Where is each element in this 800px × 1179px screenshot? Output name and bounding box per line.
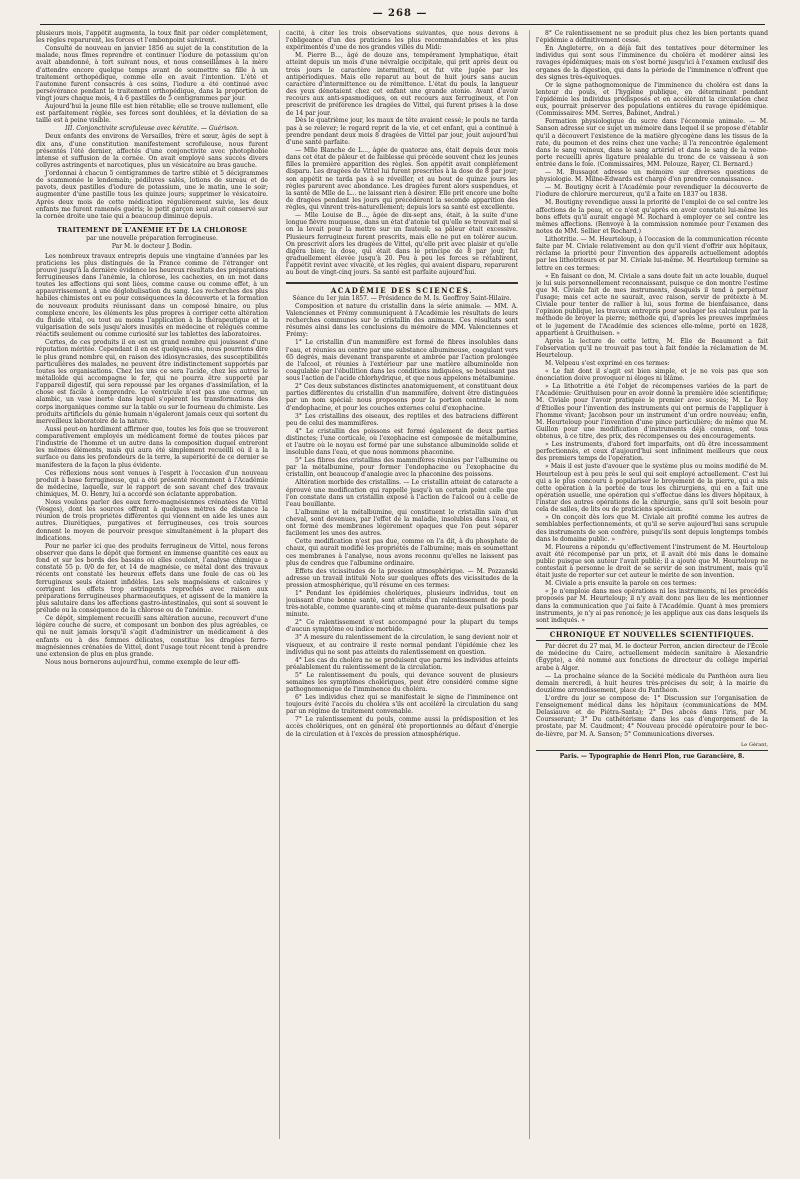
paragraph: M. Pierre B..., âgé de douze ans, tempérament lymphatique, était atteint depuis un mois d'une névralgie occipitale, qui prit après deux ou trois jours le caractère intermittent, et fut vite jugée par les antipériodiques. Mais elle reparut au bout de huit jours sans aucun caractère d'intermittence ou de rémittence. L'état du pouls, la langueur des yeux dénotaient chez cet enfant une grande atonie. Avant d'avoir recours aux anti-spasmodiques, on eut recours aux ferrugineux, et l'on prescrivit de préférence les dragées de Vittel, qui furent prises à la dose de 14 par jour. <box>286 52 518 117</box>
paragraph: Or le signe pathognomonique de l'imminence du choléra est dans la lenteur du pouls, et l'hygiène publique, en déterminant pendant l'épidémie les individus prédisposés et en accélérant la circulation chez eux, pourrait préserver des populations entières du ravage épidémique. (Commissaires: MM. Serres, Babinet, Andral.) <box>536 81 768 118</box>
column-3 <box>536 30 768 1139</box>
paragraph: Les nombreux travaux entrepris depuis une vingtaine d'années par les praticiens les plus distingués de la France comme de l'étranger ont prouvé jusqu'à la dernière évidence les heureux résultats des préparations ferrugineuses dans l'anémie, la chlorose, les cachexies, en un mot dans toutes les affections qui sont liées, comme cause ou comme effet, à un appauvrissement, à une déglobulisation du sang. Les recherches des plus habiles chimistes ont eu pour conséquences la découverte et la formation de nouveaux produits réunissant dans un composé binaire, ou plus complexe encore, les éléments les plus propres à corriger cette altération du fluide vital, ou tout au moins l'application à la thérapeutique et la vulgarisation de sels jusqu'alors inusités en médecine et relégués comme réactifs seulement ou comme curiosité sur les tablettes des laboratoires. <box>36 252 268 339</box>
paragraph: L'albumine et la métalbumine, qui constituent le cristallin sain d'un cheval, sont devenues, par l'effet de la maladie, insolubles dans l'eau, et ont formé des membranes légèrement opaques que l'on peut séparer facilement les unes des autres. <box>286 508 518 538</box>
paragraph: Effets des vicissitudes de la pression atmosphérique. — M. Pozzanski adresse un travail intitulé Note sur quelques effets des vicissitudes de la pression atmosphérique, qu'il résume en ces termes: <box>286 567 518 589</box>
case-heading: III. Conjonctivite scrofuleuse avec kératite. — Guérison. <box>65 125 239 133</box>
paragraph: — La prochaine séance de la Société médicale du Panthéon aura lieu demain mercredi, à huit heures très-précises du soir, à la mairie du douzième arrondissement, place du Panthéon. <box>536 672 768 694</box>
section-divider <box>122 223 182 224</box>
paragraph: M. Civiale a pris ensuite la parole en ces termes: <box>545 580 697 588</box>
paragraph: Deux enfants des environs de Versailles, frère et sœur, âgés de sept à dix ans, d'une constitution manifestement scrofuleuse, nous furent présentés l'été dernier, affectés d'une conjonctivite avec photophobie intense et suffusion de la cornée. On avait employé sans succès divers collyres astringents et narcotiques, plus un vésicatoire au bras gauche. <box>36 133 268 169</box>
paragraph: M. Boutigny revendique aussi la priorité de l'emploi de ce sel contre les affections de la peau, et ce n'est qu'après en avoir constaté lui-même les bons effets qu'il aurait engagé M. Rochard à employer ce sel contre les mêmes affections. (Renvoyé à la commission nommée pour l'examen des notes de MM. Sellier et Rochard.) <box>536 199 768 235</box>
paragraph: « Je n'emploie dans mes opérations ni les instruments, ni les procédés proposés par M. Heurteloup; il n'y avait donc pas lieu de les mentionner dans la communication que j'ai faite à l'Académie. Quant à mes premiers instruments, je n'y ai pas renoncé; je les applique aux cas dans lesquels ils sont indiqués. » <box>536 588 768 624</box>
paragraph: Aussi peut-on hardiment affirmer que, toutes les fois que se trouveront comparativement employés un médicament formé de toutes pièces par l'industrie de l'homme et un autre dans la composition duquel entreront les mêmes éléments, mais qui aura été simplement recueilli où il a la surface ou dans les profondeurs de la terre, la supériorité de ce dernier se manifestera de la façon la plus évidente. <box>36 425 268 469</box>
paragraph: 7° Le ralentissement du pouls, comme aussi la prédisposition et les accès cholériques, ont en général été proportionnés au défaut d'énergie de la circulation et à l'excès de pression atmosphérique. <box>286 716 518 738</box>
paragraph: 3° Les cristallins des oiseaux, des reptiles et des batraciens diffèrent peu de celui des mammifères. <box>286 412 518 427</box>
gerant-signature: Le Gérant, <box>740 741 768 748</box>
article-subtitle: par une nouvelle préparation ferrugineuse. <box>86 235 218 243</box>
paragraph: plusieurs mois, l'appétit augmenta, la toux finit par céder complètement, les règles reparurent, les forces et l'embonpoint suivirent. <box>36 30 268 45</box>
paragraph: L'ordre du jour se compose de: 1° Discussion sur l'organisation de l'enseignement médical dans les hôpitaux (communications de MM. Delasiauve et de Piétra-Santa); 2° Des abcès dans l'iris, par M. Coursserant; 3° Du cathétérisme dans les cas d'engorgement de la prostate, par M. Caudmont; 4° Nouveau procédé opératoire pour le bec-de-lièvre, par M. A. Sanson; 5° Communications diverses. <box>536 694 768 738</box>
paragraph: 4° Les cas du choléra ne se produisent que parmi les individus atteints préalablement du ralentissement de la circulation. <box>286 656 518 671</box>
paragraph: 5° Le ralentissement du pouls, qui devance souvent de plusieurs semaines les symptômes cholériques, peut être considéré comme signe pathognomonique de l'imminence du choléra. <box>286 671 518 694</box>
paragraph: 1° Pendant les épidémies cholériques, plusieurs individus, tout en jouissant d'une bonne santé, sont atteints d'un ralentissement de pouls très-notable, comme quarante-cinq et même quarante-deux pulsations par minute. <box>286 589 518 619</box>
paragraph: Dès le quatrième jour, les maux de tête avaient cessé; le pouls ne tarda pas à se relever; le regard reprit de la vie, et cet enfant, qui a continué à prendre pendant deux mois 8 dragées de Vittel par jour, jouit aujourd'hui d'une santé parfaite. <box>286 117 518 146</box>
paragraph: 5° Les fibres des cristallins des mammifères réunies par l'albumine ou par la métalbumine, pour former l'endophacine ou l'exophacine du cristallin, ont beaucoup d'analogie avec la phaconine des poissons. <box>286 457 518 479</box>
paragraph: Formation physiologique du sucre dans l'économie animale. — M. Sanson adresse sur ce sujet un mémoire dans lequel il se propose d'établir qu'il a découvert l'existence de la matière glycogène dans les tissus de la rate, du poumon et des reins chez une vache; il l'a rencontrée également dans le sang veineux, dans le sang artériel et dans le sang de la veine-porte recueilli après ligature préalable du tronc de ce vaisseau à son entrée dans le foie. (Commissaires, MM. Pelouze, Rayer, Cl. Bernard.) <box>536 118 768 169</box>
section-divider <box>286 282 518 284</box>
column-1 <box>36 30 268 1139</box>
paragraph: M. Velpeau s'est exprimé en ces termes: <box>545 360 670 367</box>
paragraph: — M. Bussagot adresse un mémoire sur diverses questions de physiologie. M. Milne-Edwards est chargé d'en prendre connaissance. <box>536 169 768 184</box>
paragraph: Aujourd'hui la jeune fille est bien rétablie; elle se trouve nullement, elle est parfaitement réglée, ses forces sont doublées, et la déviation de sa taille est à peine visible. <box>36 103 268 125</box>
paragraph: J'ordonnai à chacun 5 centigrammes de tartre stibié et 5 décigrammes de scammonée le lendemain; pédiluves salés, lotions de sureau et de pavots, deux pastilles d'iodure de potassium, une le matin, une le soir; augmenter d'une pastille tous les quinze jours; supprimer le vésicatoire. Après deux mois de cette médication régulièrement suivie, les deux enfants me furent ramenés guéris; le petit garçon seul avait conservé sur la cornée droite une taie qui a beaucoup diminué depuis. <box>36 169 268 220</box>
paragraph: Ces réflexions nous sont venues à l'esprit à l'occasion d'un nouveau produit à base ferrugineuse, qui a été présenté récemment à l'Académie de médecine, laquelle, sur le rapport de son savant chef des travaux chimiques, M. O. Henry, lui a accordé son éclatante approbation. <box>36 469 268 499</box>
column-separator <box>279 30 280 1139</box>
paragraph: « Le fait dont il s'agit est bien simple, et je ne vois pas que son énonciation doive provoquer ni éloges ni blâme. <box>536 367 768 383</box>
paragraph: » La lithotritie a été l'objet de récompenses variées de la part de l'Académie: Gruithuisen pour en avoir donné la première idée scientifique; M. Civiale pour l'avoir pratiquée le premier avec succès; M. Le Roy d'Étiolles pour l'invention des instruments qui ont permis de l'appliquer à l'homme vivant; Jacobson pour un instrument d'un ordre nouveau; enfin, M. Heurteloup pour l'invention d'une pince particulière; de même que M. Guillon pour une modification d'instruments déjà connus, ont tous obtenus, à ce titre, des prix, des récompenses ou des encouragements. <box>536 383 768 441</box>
paragraph: Par décret du 27 mai, M. le docteur Perron, ancien directeur de l'École de médecine du Caire, actuellement médecin sanitaire à Alexandrie (Égypte), a été nommé aux fonctions de directeur du collège impérial arabe à Alger. <box>536 643 768 672</box>
article-title: TRAITEMENT DE L'ANÉMIE ET DE LA CHLOROSE <box>56 226 248 235</box>
section-title: ACADÉMIE DES SCIENCES. <box>330 285 474 295</box>
paragraph: 4° Le cristallin des poissons est formé également de deux parties distinctes; l'une corticale, où l'exophacine est composée de métalbumine, et l'autre où le noyau est formé par une substance albuminoïde solide et insoluble dans l'eau, et que nous nommons phaconine. <box>286 427 518 457</box>
paragraph: 2° Ces deux substances distinctes anatomiquement, et constituant deux parties différentes du cristallin d'un mammifère, doivent être distinguées par un nom spécial: nous proposons pour la portion centrale le nom d'endophacine, et pour les couches externes celui d'exophacine. <box>286 383 518 412</box>
paragraph: En Angleterre, on a déjà fait des tentatives pour déterminer les individus qui sont sous l'imminence du choléra et modérer ainsi les ravages épidémiques; mais on s'est borné jusqu'ici à l'examen exclusif des organes de la digestion, qui dans la période de l'imminence n'offrent que des signes très-équivoques. <box>536 45 768 81</box>
paragraph: » Les instruments, d'abord fort imparfaits, ont dû être incessamment perfectionnés, et ceux d'aujourd'hui sont infiniment meilleurs que ceux des premiers temps de l'opération. <box>536 441 768 463</box>
paragraph: 6° Les individus chez qui se manifestait le signe de l'imminence ont toujours évité l'accès du choléra s'ils ont accéléré la circulation du sang par un régime de traitement convenable. <box>286 694 518 716</box>
paragraph: Certes, de ces produits il en est un grand nombre qui jouissent d'une réputation méritée. Cependant il en est quelques-uns, nous pourrions dire le plus grand nombre qui, en raison des idiosyncrasies, des susceptibilités particulières des malades, ne peuvent être indistinctement supportés par toutes les organisations. Chez les uns ce sera l'acide, chez les autres le métalloïde qui accompagne le fer, qui ne pourra être supporté par l'appareil digestif, qui sera repoussé par les organes d'assimilation, et la chose est facile à comprendre. Le ventricule n'est pas une cornue, un alambic, un vase inerte dans lequel s'opèrent les transformations des corps inorganiques comme sur la table ou sur le fourneau du chimiste. Les produits artificiels du génie humain n'égaleront jamais ceux qui sortent du merveilleux laboratoire de la nature. <box>36 339 268 425</box>
column-separator <box>529 30 530 1139</box>
paragraph: — Mlle Louise de B..., âgée de dix-sept ans, était, à la suite d'une longue fièvre muqueuse, dans un état d'atonie tel qu'elle se trouvait mal si on la levait pour la mettre sur un fauteuil; sa pâleur était excessive. Plusieurs ferrugineux furent prescrits, mais elle ne put en tolérer aucun. On prescrivit alors les dragées de Vittel, qu'elle prit avec plaisir et qu'elle digéra bien; la dose, qui était dans le principe de 8 par jour, fut graduellement élevée jusqu'à 20. Peu à peu les forces se rétablirent, l'appétit revint avec vivacité, et les règles, qui avaient disparu, reparurent au bout de vingt-cinq jours. Sa santé est parfaite aujourd'hui. <box>286 212 518 277</box>
paragraph: cacité, à citer les trois observations suivantes, que nous devons à l'obligeance d'un des praticiens les plus recommandables et les plus expérimentés d'une de nos grandes villes du Midi: <box>286 30 518 52</box>
paragraph: Composition et nature du cristallin dans la série animale. — MM. A. Valenciennes et Frémy communiquent à l'Académie les résultats de leurs recherches communes sur le cristallin des animaux. Ces résultats sont résumés ainsi dans les conclusions du mémoire de MM. Valenciennes et Frémy: <box>286 302 518 339</box>
paragraph: Altération morbide des cristallins. — Le cristallin atteint de cataracte a éprouvé une modification qui rappelle jusqu'à un certain point celle que l'on constate dans un cristallin exposé à l'action de l'alcool ou à celle de l'eau bouillante. <box>286 479 518 508</box>
paragraph: — Mlle Blanche de L..., âgée de quatorze ans, était depuis deux mois dans cet état de pâleur et de faiblesse qui précède souvent chez les jeunes filles la première apparition des règles. Son appétit avait complètement disparu. Les dragées de Vittel lui furent prescrites à la dose de 8 par jour; son appétit ne tarda pas à se réveiller, et au bout de quinze jours les règles parurent avec abondance. Les dragées furent alors suspendues, et la santé de Mlle de L... ne laissant rien à désirer. Elle prit encore une boîte de dragées pendant les jours qui précédèrent la seconde apparition des règles, qui vinrent très-naturellement; depuis lors sa santé est excellente. <box>286 146 518 212</box>
paragraph: Lithotritie. — M. Heurteloup, à l'occasion de la communication récente faite par M. Civiale relativement au don qu'il vient d'offrir aux hôpitaux, réclame la priorité pour l'invention des appareils actuellement adoptés par les lithotriteurs et par M. Civiale lui-même. M. Heurteloup termine sa lettre en ces termes: <box>536 235 768 272</box>
section-title: CHRONIQUE ET NOUVELLES SCIENTIFIQUES. <box>536 628 768 641</box>
paragraph: Après la lecture de cette lettre, M. Élie de Beaumont a fait l'observation qu'il ne trouvait pas tout à fait fondée la réclamation de M. Heurteloup. <box>536 337 768 360</box>
paragraph: Pour ne parler ici que des produits ferrugineux de Vittel, nous ferons observer que dans le dépôt que forment en immense quantité ces eaux au fond et sur les bords des bassins où elles coulent, l'analyse chimique a constaté 55 p. 0/0 de fer, et 14 de magnésie, ce métal dont des travaux récents ont constaté les heureux effets dans une foule de cas où les ferrugineux seuls étaient infidèles. Les sels magnésiens et calcaires y corrigent les effets trop astringents reprochés avec raison aux préparations ferrugineuses pharmaceutiques, et agissent de la manière la plus salutaire dans les affections gastro-intestinales, qui sont si souvent le prélude ou la conséquence de la chlorose ou de l'anémie. <box>36 542 268 615</box>
paragraph: » Mais il est juste d'avouer que le système plus ou moins modifié de M. Heurteloup est à peu près le seul qui soit employé actuellement. C'est lui qui a le plus concouru à populariser le broyement de la pierre, qui a mis cette opération à la portée de tous les chirurgiens, qui en a fait une opération usuelle, une opération qui s'effectue dans les divers hôpitaux, à l'instar des autres opérations de la chirurgie, sans qu'il soit besoin pour cela de salles, de lits ou de praticiens spéciaux. <box>536 463 768 514</box>
header-rule <box>40 24 765 25</box>
paragraph: « En faisant ce don, M. Civiale a sans doute fait un acte louable, duquel je lui suis personnellement reconnaissant, puisque ce don montre l'estime que M. Civiale fait de mes instruments, desquels il tend à perpétuer l'usage; mais cet acte ne saurait, avec raison, servir de prétexte à M. Civiale pour tenter de rallier à lui, sous forme de bienfaisance, dans l'opinion publique, les travaux entrepris pour soulager les calculeux par la méthode de broyer la pierre; méthode qui, d'après les preuves imprimées et le jugement de l'Académie des sciences elle-même, porté en 1828, appartient à Gruithuisen. » <box>536 272 768 337</box>
column-2 <box>286 30 518 1139</box>
page-number: — 268 — <box>372 8 428 19</box>
article-byline: Par M. le docteur J. Bodin. <box>111 243 193 251</box>
paragraph: » On conçoit dès lors que M. Civiale ait profité comme les autres de semblables perfectionnements, et qu'il se serve aujourd'hui sans scrupule des instruments de son confrère, puisqu'ils sont depuis longtemps tombés dans le domaine public. » <box>536 514 768 543</box>
paragraph: Ce dépôt, simplement recueilli sans altération aucune, recouvert d'une légère couche de sucre, et composant un bonbon des plus agréables, ce qui ne nuit jamais lorsqu'il s'agit d'administrer un médicament à des enfants ou à des femmes délicates, constitue les dragées ferro-magnésiennes crénatées de Vittel, dont l'usage tout récent tend à prendre une extension de plus en plus grande. <box>36 615 268 658</box>
paragraph: Nous voulons parler des eaux ferro-magnésiennes crénatées de Vittel (Vosges), dont les sources offrent à quelques mètres de distance la réunion de trois propriétés différentes qui viennent en aide les unes aux autres. Diurétiques, purgatives et ferrugineuses, ces trois sources donnent le moyen de pourvoir presque simultanément à la plupart des indications. <box>36 499 268 542</box>
paragraph: 2° Ce ralentissement n'est accompagné pour la plupart du temps d'aucun symptôme ou indice morbide. <box>286 619 518 634</box>
printer-imprint: Paris. — Typographie de Henri Plon, rue Garancière, 8. <box>536 750 768 760</box>
paragraph: 8° Ce ralentissement ne se produit plus chez les bien portants quand l'épidémie a définitivement cessé. <box>536 30 768 45</box>
session-line: Séance du 1er juin 1857. — Présidence de M. Is. Geoffroy Saint-Hilaire. <box>292 294 512 302</box>
paragraph: 3° A mesure du ralentissement de la circulation, le sang devient noir et visqueux, et au contraire il reste normal pendant l'épidémie chez les individus qui ne sont pas atteints du ralentissement en question. <box>286 634 518 656</box>
paragraph: — M. Boutigny écrit à l'Académie pour revendiquer la découverte de l'iodure de chlorure mercureux, qu'il a faite en 1837 ou 1838. <box>536 184 768 199</box>
paragraph: Cette modification n'est pas due, comme on l'a dit, à du phosphate de chaux, qui aurait modifié les propriétés de l'albumine; mais en soumettant ces membranes à l'analyse, nous avons reconnu qu'elles ne laissent pas plus de cendres que l'albumine ordinaire. <box>286 538 518 567</box>
paragraph: 1° Le cristallin d'un mammifère est formé de fibres insolubles dans l'eau, et réunies au centre par une substance albumineuse, coagulant vers 65 degrés, mais devenant transparente et ambrée par l'action prolongée de l'alcool, et réunies à l'extérieur par une matière albuminoïde non coagulable par l'ébullition dans les conditions indiquées, se bouissant pas sous l'action de l'acide chlorhydrique, et que nous appelons métalbumine. <box>286 339 518 383</box>
paragraph: M. Flourens a répondu qu'effectivement l'instrument de M. Heurteloup avait été récompensé par un prix, et il avait été mis dans le domaine public puisque son auteur l'avait publié; il a ajouté que M. Heurteloup ne contestait à personne le droit de se servir de son instrument, mais qu'il était juste de reporter sur cet auteur le mérite de son invention. <box>536 543 768 580</box>
paragraph: Consulté de nouveau en janvier 1856 au sujet de la constitution de la malade, nous fîmes reprendre et continuer l'iodure de potassium qu'on avait abandonné, à tort suivant nous, et nous conseillâmes à la mère d'attendre encore quelque temps avant de soumettre sa fille à un traitement orthopédique, comme elle en avait l'intention. L'été et l'automne furent consacrés à ces soins, l'iodure a été continué avec persévérance pendant le traitement orthopédique, dans la proportion de vingt jours chaque mois, 4 à 6 pastilles de 5 centigrammes par jour. <box>36 45 268 103</box>
paragraph: Nous nous bornerons aujourd'hui, comme exemple de leur effi- <box>45 658 241 666</box>
